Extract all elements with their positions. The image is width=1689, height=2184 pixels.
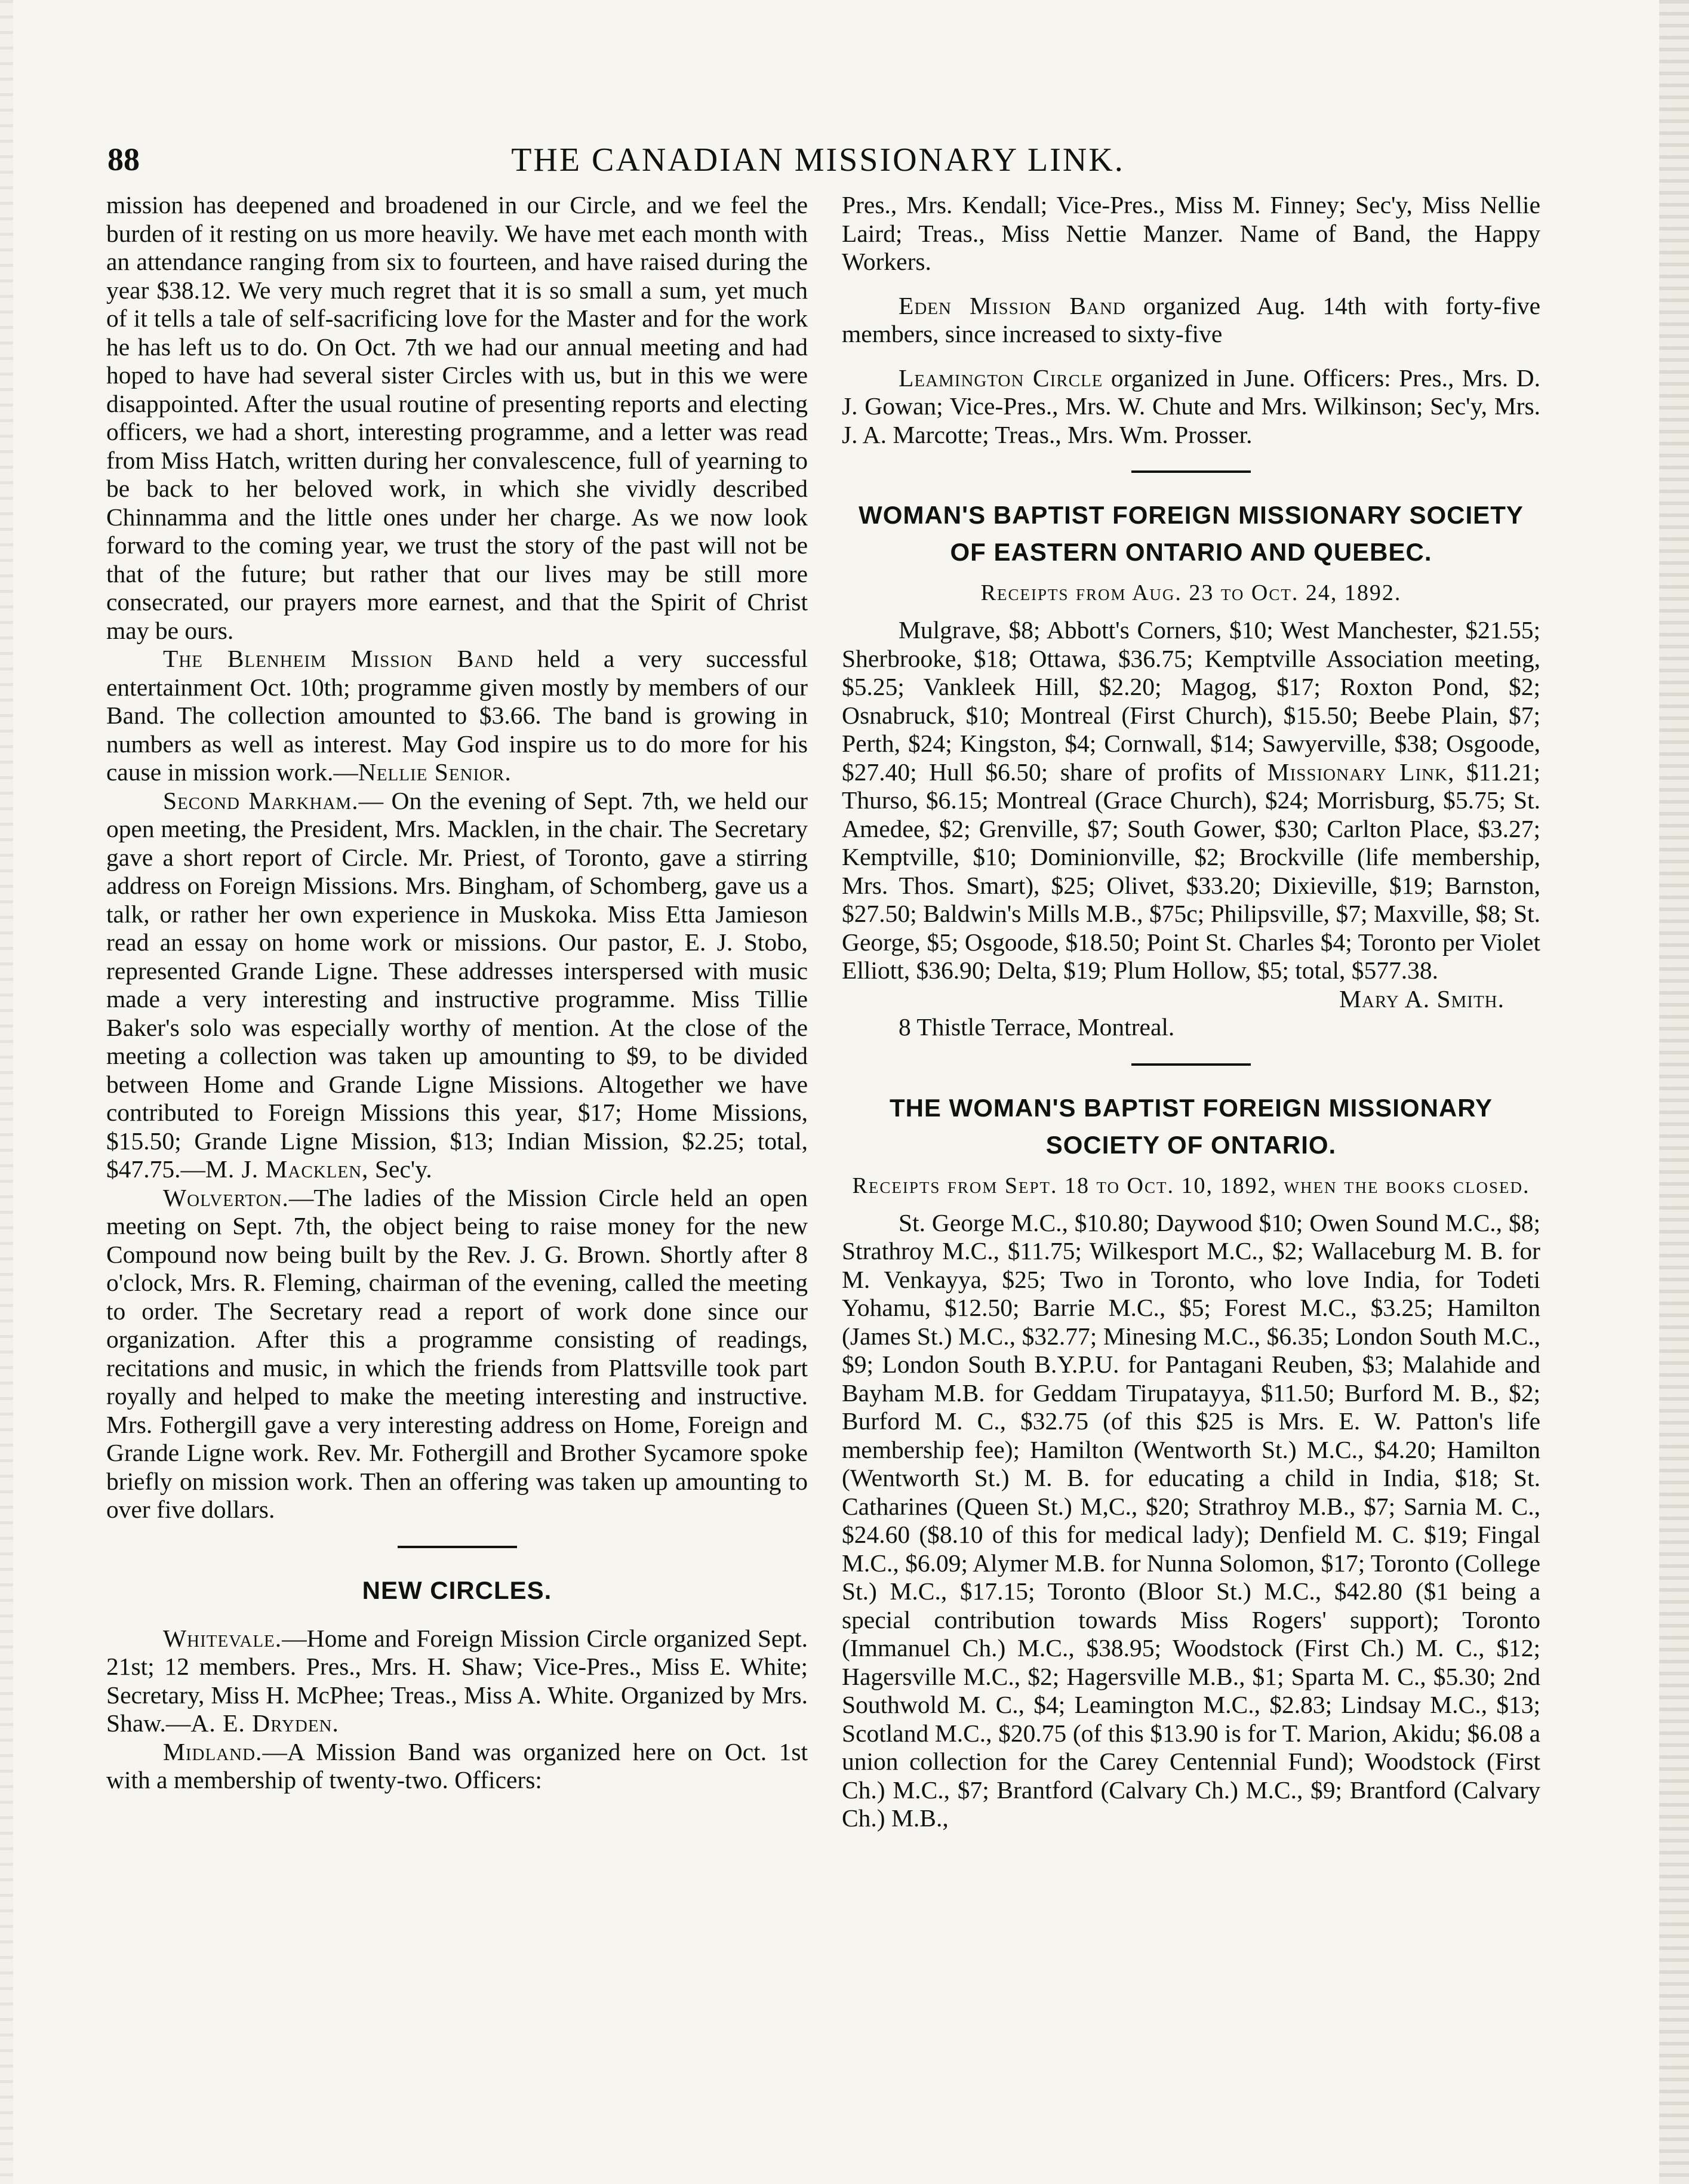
receipts-subheading-ontario: Receipts from Sept. 18 to Oct. 10, 1892, when the books closed.: [852, 1173, 1530, 1198]
receipts-list-eastern: [842, 616, 1540, 985]
signature-macklen: M. J. Macklen,: [205, 1155, 369, 1183]
missionary-link-name: Missionary Link: [1267, 758, 1448, 786]
right-column: [842, 191, 1540, 1833]
lead-blenheim: The Blenheim Mission Band: [163, 645, 514, 672]
new-circles-heading: NEW CIRCLES.: [362, 1576, 552, 1604]
paragraph-second-markham: [106, 787, 808, 1184]
body-wolverton: —The ladies of the Mission Circle held an open meeting on Sept. 7th, the object being to raise money for the new Compound now being built by the Rev. J. G. Brown. Shortly after 8 o'clock, Mrs. R. Fleming, chairman of the evening, called the meeting to order. The Secretary read a report of work done since our organization. After this a programme consisting of readings, recitations and music, in which the friends from Plattsville took part royally and helped to make the meeting interesting and instructive. Mrs. Fothergill gave a very interesting address on Home, Foreign and Grande Ligne work. Rev. Mr. Fothergill and Brother Sycamore spoke briefly on mission work. Then an offering was taken up amounting to over five dollars.: [106, 1183, 808, 1523]
body-second-markham: — On the evening of Sept. 7th, we held our open meeting, the President, Mrs. Macklen, in the chair. The Secretary gave a short report of Circle. Mr. Priest, of Toronto, gave a stirring address on Foreign Missions. Mrs. Bingham, of Schomberg, gave us a talk, or rather her own experience in Muskoka. Miss Etta Jamieson read an essay on home work or missions. Our pastor, E. J. Stobo, represented Grande Ligne. These addresses interspersed with music made a very interesting and instructive programme. Miss Tillie Baker's solo was especially worthy of mention. At the close of the meeting a collection was taken up amounting to $9, to be divided between Home and Grande Ligne Missions. Altogether we have contributed to Foreign Missions this year, $17; Home Missions, $15.50; Grande Ligne Mission, $13; Indian Mission, $2.25; total, $47.75.—: [106, 786, 808, 1183]
signature-mary-smith: Mary A. Smith.: [1339, 985, 1505, 1013]
section-divider: [1131, 470, 1251, 473]
paragraph-happy-workers: Pres., Mrs. Kendall; Vice-Pres., Miss M. Finney; Sec'y, Miss Nellie Laird; Treas., Miss Nettie Manzer. Name of Band, the Happy Workers.: [842, 191, 1540, 275]
body-whitevale: —Home and Foreign Mission Circle organized Sept. 21st; 12 members. Pres., Mrs. H. Shaw; Vice-Pres., Miss E. White; Secretary, Miss H. McPhee; Treas., Miss A. White. Organized by Mrs. Shaw.—: [106, 1624, 808, 1737]
lead-midland: Midland.: [163, 1737, 263, 1765]
paragraph-whitevale: [106, 1625, 808, 1738]
body-eden: organized Aug. 14th with forty-five members, since increased to sixty-five: [842, 291, 1540, 347]
section-heading-ontario: THE WOMAN'S BAPTIST FOREIGN MISSIONARY SOCIETY OF ONTARIO.: [889, 1093, 1493, 1159]
journal-title: THE CANADIAN MISSIONARY LINK.: [511, 142, 1125, 179]
body-blenheim: held a very successful entertainment Oct. 10th; programme given mostly by members of our Band. The collection amounted to $3.66. The band is growing in numbers as well as interest. May God inspire us to do more for his cause in mission work.—: [106, 645, 808, 786]
receipts-subheading-eastern: Receipts from Aug. 23 to Oct. 24, 1892.: [980, 580, 1402, 605]
left-margin-scan-edge: [0, 0, 13, 2184]
receipts-eastern-part-b: , $11.21; Thurso, $6.15; Montreal (Grace Church), $24; Morrisburg, $5.75; St. Amedee, $2; Grenville, $7; South Gower, $30; Carlton Place, $3.27; Kemptville, $10; Dominionville, $2; Brockville (life membership, Mrs. Thos. Smart), $25; Olivet, $33.20; Dixieville, $19; Barnston, $27.50; Baldwin's Mills M.B., $75c; Philipsville, $7; Maxville, $8; St. George, $5; Osgoode, $18.50; Point St. Charles $4; Toronto per Violet Elliott, $36.90; Delta, $19; Plum Hollow, $5; total, $577.38.: [842, 758, 1540, 984]
paragraph-blenheim: [106, 645, 808, 787]
signature-dryden: A. E. Dryden.: [190, 1709, 339, 1737]
lead-eden: Eden Mission Band: [899, 291, 1126, 319]
receipts-eastern-part-a: Mulgrave, $8; Abbott's Corners, $10; West Manchester, $21.55; Sherbrooke, $18; Ottawa, $36.75; Kemptville Association meeting, $5.25; Vankleek Hill, $2.20; Magog, $17; Roxton Pond, $2; Osnabruck, $10; Montreal (First Church), $15.50; Beebe Plain, $7; Perth, $24; Kingston, $4; Cornwall, $14; Sawyerville, $38; Osgoode, $27.40; Hull $6.50; share of profits of: [842, 616, 1540, 786]
paragraph-leamington: [842, 364, 1540, 450]
address-line: 8 Thistle Terrace, Montreal.: [899, 1013, 1175, 1041]
section-divider: [1131, 1063, 1251, 1066]
section-heading-eastern-ontario: WOMAN'S BAPTIST FOREIGN MISSIONARY SOCIETY OF EASTERN ONTARIO AND QUEBEC.: [859, 501, 1524, 566]
right-margin-scan-edge: [1659, 0, 1689, 2184]
signature-nellie-senior: Nellie Senior.: [358, 758, 512, 786]
body-midland: —A Mission Band was organized here on Oct. 1st with a membership of twenty-two. Officers:: [106, 1737, 808, 1794]
lead-second-markham: Second Markham.: [163, 786, 359, 814]
paragraph-circle-report: mission has deepened and broadened in our Circle, and we feel the burden of it resting on us more heavily. We have met each month with an attendance ranging from six to fourteen, and have raised during the year $38.12. We very much regret that it is so small a sum, yet much of it tells a tale of self-sacrificing love for the Master and for the work he has left us to do. On Oct. 7th we had our annual meeting and had hoped to have had several sister Circles with us, but in this we were disappointed. After the usual routine of presenting reports and electing officers, we had a short, interesting programme, and a letter was read from Miss Hatch, written during her convalescence, full of yearning to be back to her beloved work, in which she vividly described Chinnamma and the little ones under her charge. As we now look forward to the coming year, we trust the story of the past will not be that of the future; but rather that our lives may be still more consecrated, our prayers more earnest, and that the Spirit of Christ may be ours.: [106, 191, 808, 644]
body-leamington: organized in June. Officers: Pres., Mrs. D. J. Gowan; Vice-Pres., Mrs. W. Chute and Mrs. Wilkinson; Sec'y, Mrs. J. A. Marcotte; Treas., Mrs. Wm. Prosser.: [842, 364, 1540, 448]
lead-whitevale: Whitevale.: [163, 1624, 282, 1652]
lead-wolverton: Wolverton.: [163, 1183, 289, 1211]
signature-macklen-tail: Sec'y.: [368, 1155, 432, 1183]
left-column: [106, 191, 808, 1795]
paragraph-wolverton: [106, 1184, 808, 1524]
page-number: 88: [107, 142, 140, 177]
paragraph-midland: [106, 1738, 808, 1795]
section-divider: [398, 1546, 517, 1548]
lead-leamington: Leamington Circle: [899, 364, 1103, 392]
page-header: [107, 141, 1528, 189]
paragraph-eden: [842, 292, 1540, 349]
receipts-list-ontario: St. George M.C., $10.80; Daywood $10; Owen Sound M.C., $8; Strathroy M.C., $11.75; Wilkesport M.C., $2; Wallaceburg M. B. for M. Venkayya, $25; Two in Toronto, who love India, for Todeti Yohamu, $12.50; Barrie M.C., $5; Forest M.C., $3.25; Hamilton (James St.) M.C., $32.77; Minesing M.C., $6.35; London South M.C., $9; London South B.Y.P.U. for Pantagani Reuben, $3; Malahide and Bayham M.B. for Geddam Tirupatayya, $11.50; Burford M. B., $2; Burford M. C., $32.75 (of this $25 is Mrs. E. W. Patton's life membership fee); Hamilton (Wentworth St.) M.C., $4.20; Hamilton (Wentworth St.) M. B. for educating a child in India, $18; St. Catharines (Queen St.) M,C., $20; Strathroy M.B., $7; Sarnia M. C., $24.60 ($8.10 of this for medical lady); Denfield M. C. $19; Fingal M.C., $6.09; Alymer M.B. for Nunna Solomon, $17; Toronto (College St.) M.C., $17.15; Toronto (Bloor St.) M.C., $42.80 ($1 being a special contribution towards Miss Rogers' support); Toronto (Immanuel Ch.) M.C., $38.95; Woodstock (First Ch.) M. C., $12; Hagersville M.C., $2; Hagersville M.B., $1; Sparta M. C., $5.30; 2nd Southwold M. C., $4; Leamington M.C., $2.83; Lindsay M.C., $13; Scotland M.C., $20.75 (of this $13.90 is for T. Marion, Akidu; $6.08 a union collection for the Carey Centennial Fund); Woodstock (First Ch.) M.C., $7; Brantford (Calvary Ch.) M.C., $9; Brantford (Calvary Ch.) M.B.,: [842, 1208, 1540, 1832]
